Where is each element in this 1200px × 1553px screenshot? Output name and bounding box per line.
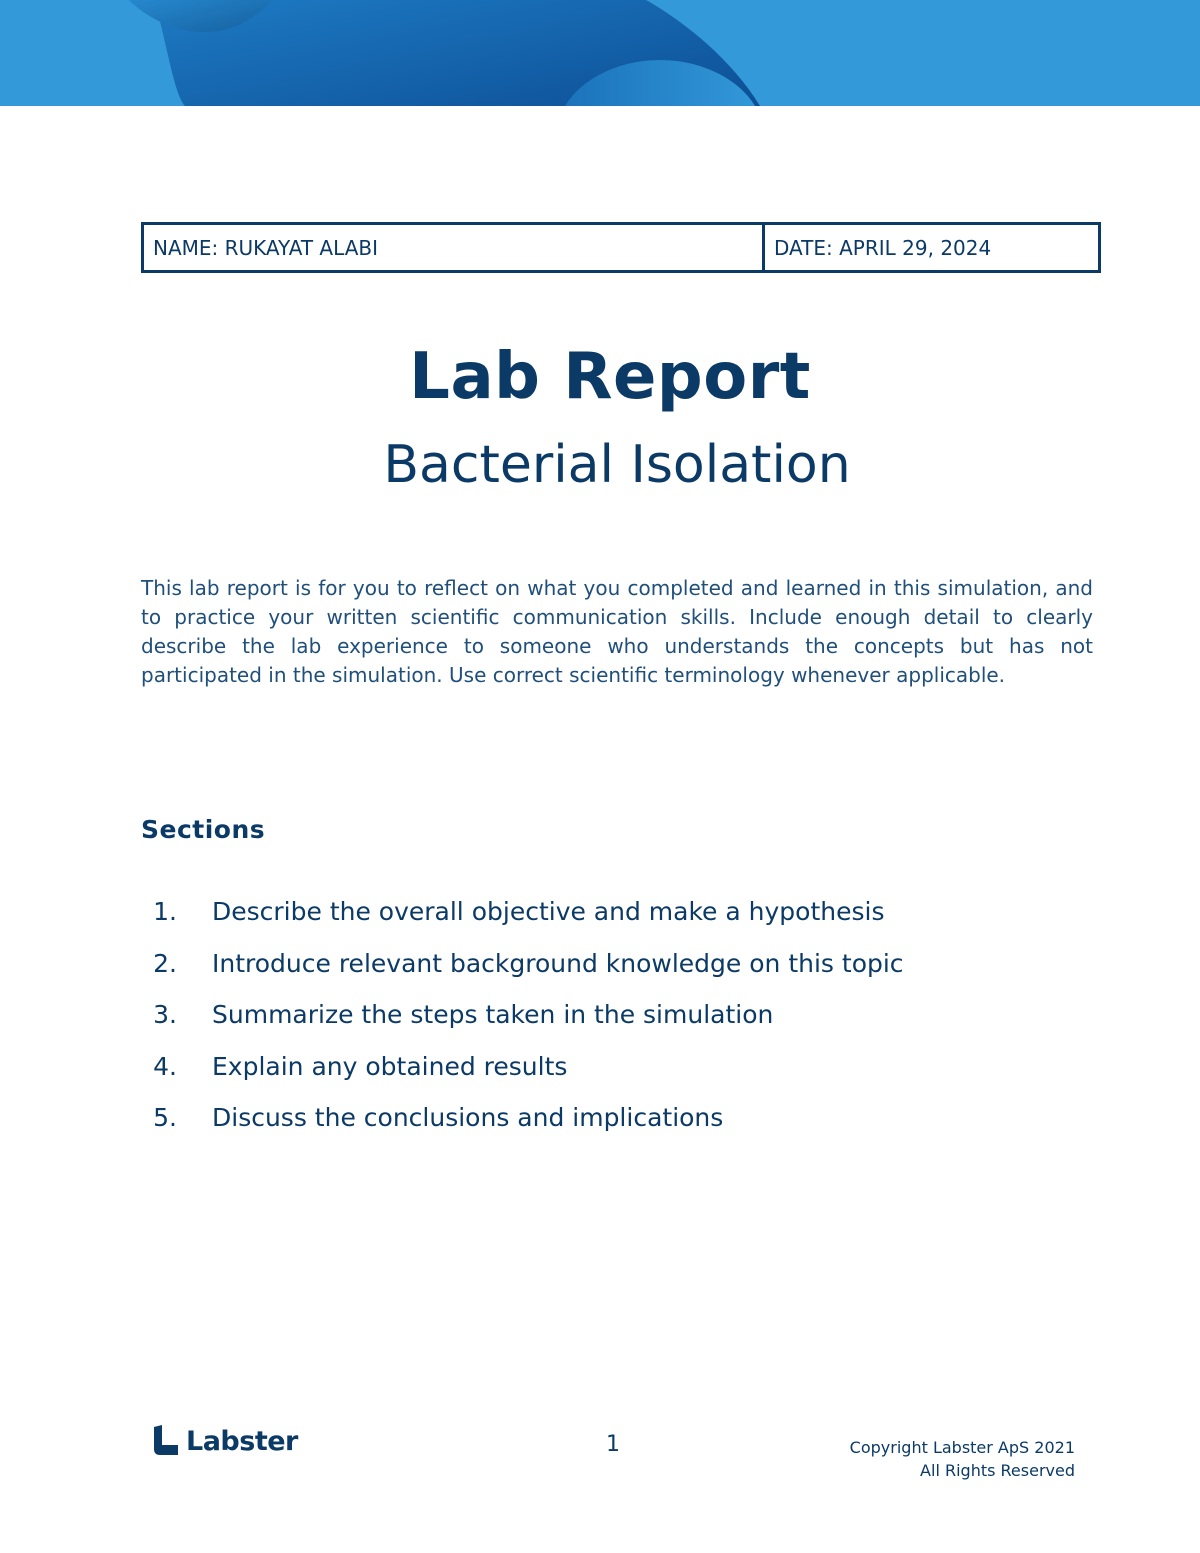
labster-logo-icon — [152, 1425, 180, 1457]
copyright-line: Copyright Labster ApS 2021 — [849, 1438, 1075, 1457]
list-item-number: 5. — [153, 1103, 177, 1132]
page-number: 1 — [606, 1432, 620, 1457]
list-item-text: Introduce relevant background knowledge on this topic — [212, 948, 904, 978]
list-item — [141, 1052, 904, 1104]
banner-graphic — [0, 0, 1200, 106]
list-item — [141, 897, 904, 949]
sections-list — [141, 897, 904, 1155]
labster-logo — [152, 1425, 298, 1457]
list-item-text: Discuss the conclusions and implications — [212, 1103, 724, 1132]
intro-paragraph: This lab report is for you to reflect on what you completed and learned in this simulation, and to practice your written scientific communication skills. Include enough detail to clearly describe the lab experience to someone who understands the concepts but has not participated in the simulation. Use correct scientific terminology whenever applicable. — [141, 576, 1093, 687]
copyright-notice — [850, 1436, 1075, 1482]
list-item-text: Summarize the steps taken in the simulation — [212, 1000, 774, 1029]
logo-text: Labster — [186, 1425, 298, 1457]
list-item — [141, 949, 904, 1001]
header-banner — [0, 0, 1200, 106]
report-date: DATE: APRIL 29, 2024 — [774, 235, 992, 260]
list-item-text: Describe the overall objective and make a hypothesis — [212, 897, 885, 926]
list-item-text: Explain any obtained results — [212, 1051, 568, 1081]
sections-heading: Sections — [141, 815, 266, 844]
list-item-number: 2. — [153, 948, 177, 978]
list-item — [141, 1000, 904, 1052]
page-subtitle: Bacterial Isolation — [383, 435, 851, 495]
list-item-number: 3. — [153, 1000, 177, 1029]
page-title: Lab Report — [409, 340, 811, 414]
student-name: NAME: RUKAYAT ALABI — [144, 225, 765, 270]
list-item-number: 1. — [153, 897, 177, 926]
rights-line: All Rights Reserved — [920, 1461, 1075, 1480]
list-item-number: 4. — [153, 1051, 177, 1081]
list-item — [141, 1103, 904, 1155]
student-info-table — [141, 222, 1101, 273]
